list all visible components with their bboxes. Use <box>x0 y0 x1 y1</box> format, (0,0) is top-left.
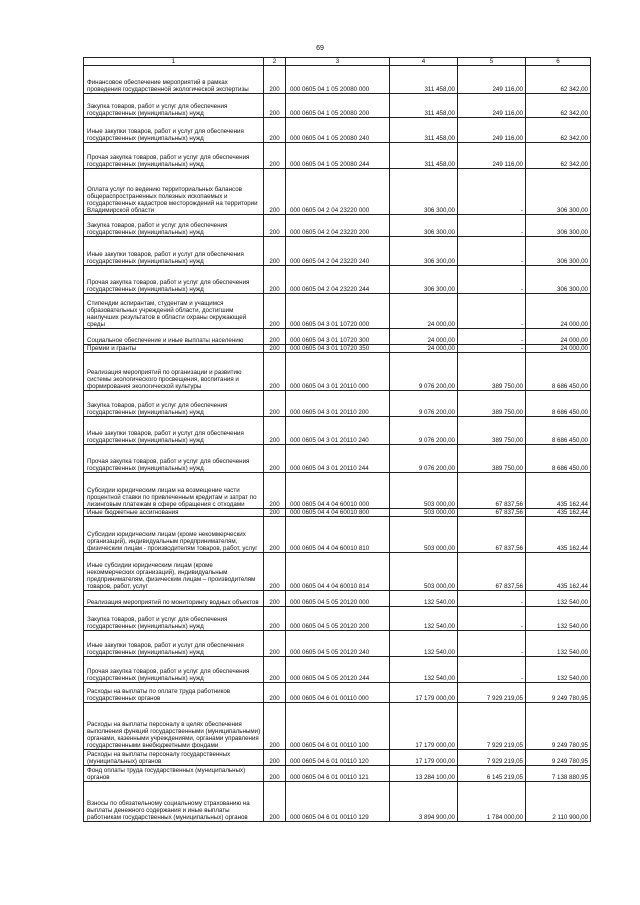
row-col2: 200 <box>264 169 286 215</box>
table-row <box>84 118 591 143</box>
table-row <box>84 169 591 215</box>
row-code: 000 0605 04 3 01 10720 300 <box>286 329 390 345</box>
row-value-4: 503 000,00 <box>390 517 458 553</box>
row-code: 000 0605 04 6 01 00110 000 <box>286 683 390 703</box>
row-value-4: 132 540,00 <box>390 657 458 683</box>
row-col2: 200 <box>264 237 286 266</box>
row-name: Иные закупки товаров, работ и услуг для обеспечения государственных (муниципальных) нужд <box>84 631 264 657</box>
row-value-5: 389 750,00 <box>458 353 526 391</box>
row-value-4: 132 540,00 <box>390 607 458 631</box>
row-value-4: 306 300,00 <box>390 266 458 294</box>
row-value-6: 435 162,44 <box>526 509 591 517</box>
row-value-5: 249 116,00 <box>458 143 526 169</box>
row-name: Закупка товаров, работ и услуг для обеспечения государственных (муниципальных) нужд <box>84 391 264 417</box>
row-col2: 200 <box>264 553 286 591</box>
row-value-4: 17 179 000,00 <box>390 750 458 766</box>
row-code: 000 0605 04 6 01 00110 100 <box>286 703 390 750</box>
row-value-6: 435 162,44 <box>526 553 591 591</box>
row-col2: 200 <box>264 345 286 353</box>
row-value-4: 24 000,00 <box>390 294 458 329</box>
row-value-6: 8 686 450,00 <box>526 417 591 445</box>
table-row <box>84 294 591 329</box>
table-row <box>84 607 591 631</box>
row-code: 000 0605 04 3 01 20110 240 <box>286 417 390 445</box>
row-value-5: - <box>458 237 526 266</box>
row-col2: 200 <box>264 657 286 683</box>
row-code: 000 0605 04 2 04 23220 244 <box>286 266 390 294</box>
row-value-6: 8 686 450,00 <box>526 445 591 473</box>
row-code: 000 0605 04 4 04 60010 814 <box>286 553 390 591</box>
row-value-6: 62 342,00 <box>526 143 591 169</box>
row-name: Прочая закупка товаров, работ и услуг для обеспечения государственных (муниципальных) нужд <box>84 445 264 473</box>
row-value-6: 9 249 780,95 <box>526 703 591 750</box>
row-value-4: 503 000,00 <box>390 553 458 591</box>
row-value-5: - <box>458 266 526 294</box>
row-col2: 200 <box>264 766 286 782</box>
table-row <box>84 66 591 94</box>
row-value-6: 132 540,00 <box>526 607 591 631</box>
row-code: 000 0605 04 6 01 00110 129 <box>286 782 390 822</box>
row-value-4: 311 458,00 <box>390 143 458 169</box>
row-value-4: 17 179 000,00 <box>390 683 458 703</box>
row-name: Стипендии аспирантам, студентам и учащимся образовательных учреждений области, достигшим наилучших результатов в области охраны окружающей среды <box>84 294 264 329</box>
row-col2: 200 <box>264 750 286 766</box>
row-col2: 200 <box>264 391 286 417</box>
row-value-5: - <box>458 607 526 631</box>
row-name: Расходы на выплаты персоналу в целях обеспечения выполнения функций государственными (муниципальными) органами, казенными учреждениями, органами управления государственными внебюджетными фондами <box>84 703 264 750</box>
table-row <box>84 782 591 822</box>
row-col2: 200 <box>264 94 286 118</box>
row-value-6: 24 000,00 <box>526 345 591 353</box>
row-value-4: 13 284 100,00 <box>390 766 458 782</box>
table-row <box>84 391 591 417</box>
column-header-5: 5 <box>458 58 526 66</box>
row-value-6: 132 540,00 <box>526 631 591 657</box>
row-value-6: 8 686 450,00 <box>526 353 591 391</box>
row-name: Социальное обеспечение и иные выплаты населению <box>84 329 264 345</box>
row-value-5: - <box>458 169 526 215</box>
row-code: 000 0605 04 2 04 23220 000 <box>286 169 390 215</box>
row-name: Реализация мероприятий по организации и развитию системы экологического просвещения, воспитания и формирования экологической культуры <box>84 353 264 391</box>
column-header-2: 2 <box>264 58 286 66</box>
row-code: 000 0605 04 3 01 20110 200 <box>286 391 390 417</box>
row-value-6: 306 300,00 <box>526 266 591 294</box>
row-name: Закупка товаров, работ и услуг для обеспечения государственных (муниципальных) нужд <box>84 607 264 631</box>
row-value-4: 311 458,00 <box>390 94 458 118</box>
row-code: 000 0605 04 5 05 20120 000 <box>286 591 390 607</box>
row-value-5: 1 784 000,00 <box>458 782 526 822</box>
row-value-4: 306 300,00 <box>390 237 458 266</box>
row-value-5: 7 929 219,05 <box>458 703 526 750</box>
row-name: Прочая закупка товаров, работ и услуг для обеспечения государственных (муниципальных) нужд <box>84 657 264 683</box>
row-code: 000 0605 04 6 01 00110 121 <box>286 766 390 782</box>
row-value-6: 62 342,00 <box>526 118 591 143</box>
row-code: 000 0605 04 2 04 23220 240 <box>286 237 390 266</box>
row-value-5: 249 116,00 <box>458 118 526 143</box>
row-col2: 200 <box>264 445 286 473</box>
row-value-5: - <box>458 657 526 683</box>
row-col2: 200 <box>264 683 286 703</box>
table-row <box>84 657 591 683</box>
row-name: Взносы по обязательному социальному страхованию на выплаты денежного содержания и иные выплаты работникам государственных (муниципальных) органов <box>84 782 264 822</box>
row-code: 000 0605 04 4 04 60010 800 <box>286 509 390 517</box>
column-number-row <box>84 58 591 66</box>
row-value-5: 67 837,56 <box>458 509 526 517</box>
table-row <box>84 266 591 294</box>
row-name: Расходы на выплаты персоналу государственных (муниципальных) органов <box>84 750 264 766</box>
table-row <box>84 329 591 345</box>
row-name: Расходы на выплаты по оплате труда работников государственных органов <box>84 683 264 703</box>
row-value-5: - <box>458 631 526 657</box>
row-col2: 200 <box>264 353 286 391</box>
row-code: 000 0605 04 6 01 00110 120 <box>286 750 390 766</box>
row-code: 000 0605 04 1 05 20080 000 <box>286 66 390 94</box>
row-value-5: - <box>458 345 526 353</box>
row-value-6: 24 000,00 <box>526 329 591 345</box>
row-code: 000 0605 04 3 01 20110 000 <box>286 353 390 391</box>
row-value-6: 62 342,00 <box>526 66 591 94</box>
row-name: Иные закупки товаров, работ и услуг для обеспечения государственных (муниципальных) нужд <box>84 118 264 143</box>
row-name: Иные субсидии юридическим лицам (кроме некоммерческих организаций), индивидуальным предпринимателям, физическим лицам – производителям товаров, работ, услуг <box>84 553 264 591</box>
row-name: Иные закупки товаров, работ и услуг для обеспечения государственных (муниципальных) нужд <box>84 417 264 445</box>
row-name: Закупка товаров, работ и услуг для обеспечения государственных (муниципальных) нужд <box>84 215 264 237</box>
row-value-5: 67 837,56 <box>458 473 526 509</box>
row-code: 000 0605 04 2 04 23220 200 <box>286 215 390 237</box>
row-name: Прочая закупка товаров, работ и услуг для обеспечения государственных (муниципальных) нужд <box>84 143 264 169</box>
row-col2: 200 <box>264 607 286 631</box>
row-value-5: 389 750,00 <box>458 391 526 417</box>
row-code: 000 0605 04 1 05 20080 200 <box>286 94 390 118</box>
row-value-6: 8 686 450,00 <box>526 391 591 417</box>
row-value-4: 9 076 200,00 <box>390 417 458 445</box>
row-name: Субсидии юридическим лицам на возмещение части процентной ставки по привлеченным кредитам и затрат по лизинговым платежам в сфере обращения с отходами <box>84 473 264 509</box>
row-code: 000 0605 04 3 01 10720 350 <box>286 345 390 353</box>
row-value-4: 132 540,00 <box>390 591 458 607</box>
row-value-4: 503 000,00 <box>390 473 458 509</box>
table-row <box>84 591 591 607</box>
row-value-5: 249 116,00 <box>458 66 526 94</box>
row-col2: 200 <box>264 631 286 657</box>
row-value-6: 9 249 780,95 <box>526 750 591 766</box>
page-number: 69 <box>316 45 324 52</box>
table-row <box>84 683 591 703</box>
row-value-6: 9 249 780,95 <box>526 683 591 703</box>
row-col2: 200 <box>264 473 286 509</box>
row-value-4: 9 076 200,00 <box>390 353 458 391</box>
row-value-6: 2 110 900,00 <box>526 782 591 822</box>
row-value-6: 7 138 880,95 <box>526 766 591 782</box>
row-value-6: 132 540,00 <box>526 591 591 607</box>
row-value-6: 306 300,00 <box>526 237 591 266</box>
row-code: 000 0605 04 4 04 60010 810 <box>286 517 390 553</box>
row-value-5: 67 837,56 <box>458 553 526 591</box>
row-col2: 200 <box>264 703 286 750</box>
row-value-6: 435 162,44 <box>526 517 591 553</box>
row-value-5: 249 116,00 <box>458 94 526 118</box>
row-value-5: - <box>458 215 526 237</box>
row-code: 000 0605 04 5 05 20120 244 <box>286 657 390 683</box>
row-name: Финансовое обеспечение мероприятий в рамках проведения государственной экологической экспертизы <box>84 66 264 94</box>
row-value-5: - <box>458 329 526 345</box>
row-col2: 200 <box>264 118 286 143</box>
row-name: Оплата услуг по ведению территориальных балансов общераспространенных полезных ископаемых и государственных кадастров месторождений на территории Владимирской области <box>84 169 264 215</box>
row-value-5: 6 145 219,05 <box>458 766 526 782</box>
column-header-6: 6 <box>526 58 591 66</box>
row-name: Иные закупки товаров, работ и услуг для обеспечения государственных (муниципальных) нужд <box>84 237 264 266</box>
row-col2: 200 <box>264 509 286 517</box>
table-row <box>84 509 591 517</box>
row-value-4: 9 076 200,00 <box>390 391 458 417</box>
row-name: Премии и гранты <box>84 345 264 353</box>
row-value-4: 3 894 900,00 <box>390 782 458 822</box>
row-code: 000 0605 04 3 01 20110 244 <box>286 445 390 473</box>
row-col2: 200 <box>264 215 286 237</box>
row-value-4: 24 000,00 <box>390 345 458 353</box>
row-value-5: 67 837,56 <box>458 517 526 553</box>
row-col2: 200 <box>264 517 286 553</box>
row-value-6: 306 300,00 <box>526 169 591 215</box>
row-value-6: 435 162,44 <box>526 473 591 509</box>
row-name: Субсидии юридическим лицам (кроме некоммерческих организаций), индивидуальным предпринимателям, физическим лицам - производителям товаров, работ, услуг <box>84 517 264 553</box>
row-name: Реализация мероприятий по мониторингу водных объектов <box>84 591 264 607</box>
row-value-4: 306 300,00 <box>390 215 458 237</box>
budget-table <box>83 57 591 822</box>
row-col2: 200 <box>264 294 286 329</box>
table-row <box>84 237 591 266</box>
row-col2: 200 <box>264 417 286 445</box>
row-code: 000 0605 04 1 05 20080 240 <box>286 118 390 143</box>
row-col2: 200 <box>264 591 286 607</box>
row-code: 000 0605 04 5 05 20120 240 <box>286 631 390 657</box>
row-code: 000 0605 04 4 04 60010 000 <box>286 473 390 509</box>
row-value-5: - <box>458 591 526 607</box>
row-code: 000 0605 04 3 01 10720 000 <box>286 294 390 329</box>
column-header-3: 3 <box>286 58 390 66</box>
row-value-6: 132 540,00 <box>526 657 591 683</box>
row-value-6: 62 342,00 <box>526 94 591 118</box>
row-value-5: 7 929 219,05 <box>458 683 526 703</box>
row-value-5: 7 929 219,05 <box>458 750 526 766</box>
row-name: Фонд оплаты труда государственных (муниципальных) органов <box>84 766 264 782</box>
row-col2: 200 <box>264 143 286 169</box>
table-row <box>84 94 591 118</box>
row-col2: 200 <box>264 266 286 294</box>
table-row <box>84 353 591 391</box>
row-col2: 200 <box>264 329 286 345</box>
row-col2: 200 <box>264 66 286 94</box>
column-header-1: 1 <box>84 58 264 66</box>
row-value-4: 132 540,00 <box>390 631 458 657</box>
row-value-4: 311 458,00 <box>390 118 458 143</box>
row-value-4: 9 076 200,00 <box>390 445 458 473</box>
row-value-5: 389 750,00 <box>458 417 526 445</box>
row-name: Закупка товаров, работ и услуг для обеспечения государственных (муниципальных) нужд <box>84 94 264 118</box>
row-value-6: 306 300,00 <box>526 215 591 237</box>
table-row <box>84 143 591 169</box>
row-value-4: 503 000,00 <box>390 509 458 517</box>
row-name: Прочая закупка товаров, работ и услуг для обеспечения государственных (муниципальных) нужд <box>84 266 264 294</box>
column-header-4: 4 <box>390 58 458 66</box>
table-row <box>84 766 591 782</box>
row-value-5: 389 750,00 <box>458 445 526 473</box>
table-row <box>84 553 591 591</box>
row-code: 000 0605 04 1 05 20080 244 <box>286 143 390 169</box>
table-row <box>84 517 591 553</box>
row-value-4: 17 179 000,00 <box>390 703 458 750</box>
table-row <box>84 631 591 657</box>
table-row <box>84 473 591 509</box>
row-name: Иные бюджетные ассигнования <box>84 509 264 517</box>
table-row <box>84 215 591 237</box>
table-row <box>84 417 591 445</box>
row-value-4: 306 300,00 <box>390 169 458 215</box>
row-value-6: 24 000,00 <box>526 294 591 329</box>
row-value-5: - <box>458 294 526 329</box>
row-value-4: 24 000,00 <box>390 329 458 345</box>
table-row <box>84 703 591 750</box>
row-code: 000 0605 04 5 05 20120 200 <box>286 607 390 631</box>
row-value-4: 311 458,00 <box>390 66 458 94</box>
table-row <box>84 750 591 766</box>
table-row <box>84 445 591 473</box>
table-row <box>84 345 591 353</box>
row-col2: 200 <box>264 782 286 822</box>
